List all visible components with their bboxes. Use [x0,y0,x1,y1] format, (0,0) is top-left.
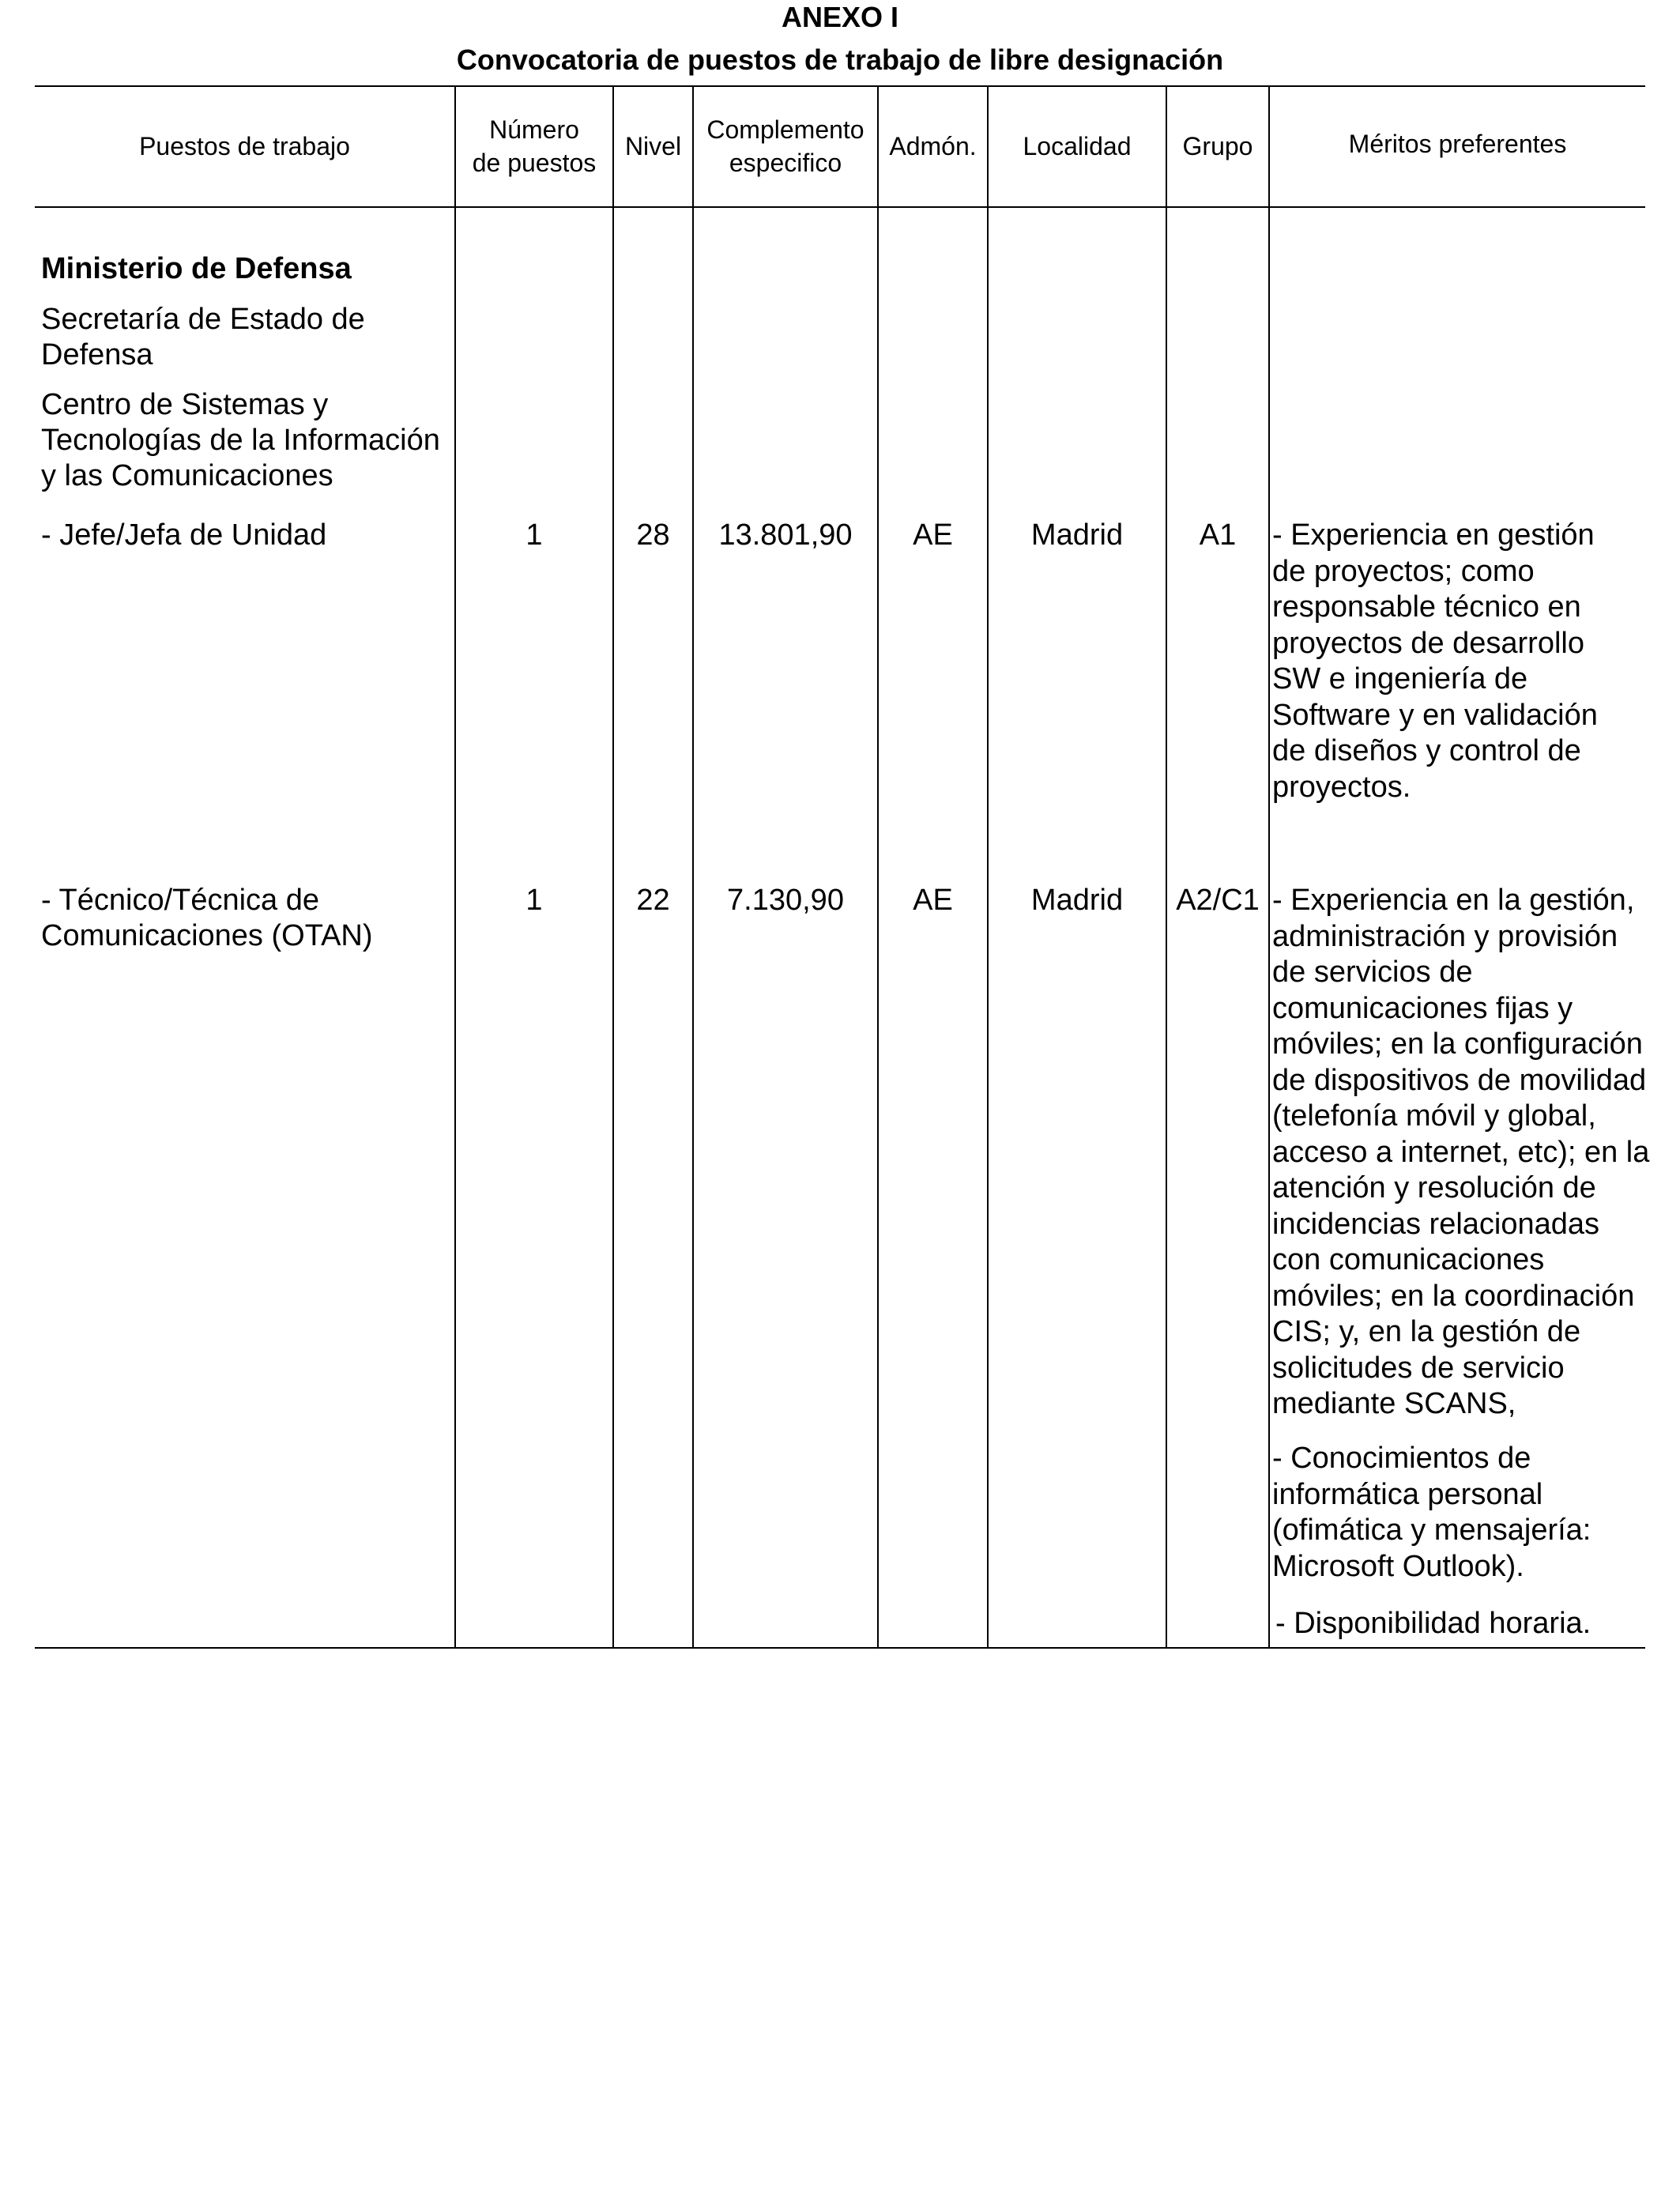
table-bottom-rule [35,1647,1645,1649]
table-row-1-localidad: Madrid [1030,518,1124,552]
column-divider [454,85,456,1649]
column-header-complemento: Complemento especifico [706,115,864,177]
table-row-2-nivel: 22 [636,884,670,917]
column-header-grupo: Grupo [1182,132,1253,160]
column-header-nivel: Nivel [624,132,682,160]
table-row-1-grupo: A1 [1199,518,1237,552]
column-divider [1166,85,1167,1649]
column-divider [1268,85,1270,1649]
ministry-name: Ministerio de Defensa [41,252,352,285]
table-row-1-puesto: - Jefe/Jefa de Unidad [41,518,327,552]
column-divider [612,85,614,1649]
table-row-1-merit: - Experiencia en gestión de proyectos; como responsable técnico en proyectos de desarrollo SW e ingeniería de Software y en validación de diseños y control de proyectos. [1272,518,1598,804]
secretariat-name: Secretaría de Estado de Defensa [41,303,365,371]
annex-heading: ANEXO I [781,1,899,33]
column-divider [987,85,989,1649]
table-row-1-nivel: 28 [636,518,670,552]
document-title: Convocatoria de puestos de trabajo de libre designación [456,43,1224,76]
table-row-1-admon: AE [913,518,953,552]
column-header-numero: Número de puestos [472,115,597,177]
table-row-2-numero: 1 [525,884,543,917]
column-header-puestos: Puestos de trabajo [139,132,350,160]
table-row-2-complemento: 7.130,90 [727,884,844,917]
table-row-2-puesto: - Técnico/Técnica de Comunicaciones (OTAN) [41,884,373,952]
table-row-2-merit-3: - Disponibilidad horaria. [1275,1607,1591,1640]
table-row-2-merit-2: - Conocimientos de informática personal (ofimática y mensajería: Microsoft Outlook). [1272,1442,1591,1583]
table-row-1-complemento: 13.801,90 [718,518,853,552]
table-row-2-merit-1: - Experiencia en la gestión, administración y provisión de servicios de comunicaciones fijas y móviles; en la configuración de dispositivos de movilidad (telefonía móvil y global, acceso a internet, etc); en la atención y resolución de incidencias relacionadas con comunicaciones móviles; en la coordinación CIS; y, en la gestión de solicitudes de servicio mediante SCANS, [1272,884,1650,1420]
column-header-admon: Admón. [889,132,977,160]
column-divider [692,85,694,1649]
table-row-1-numero: 1 [525,518,543,552]
column-header-localidad: Localidad [1023,132,1132,160]
table-row-2-admon: AE [913,884,953,917]
table-row-2-localidad: Madrid [1030,884,1124,917]
center-name: Centro de Sistemas y Tecnologías de la Información y las Comunicaciones [41,388,440,492]
column-header-meritos: Méritos preferentes [1348,130,1567,158]
table-row-2-grupo: A2/C1 [1176,884,1260,917]
column-divider [877,85,879,1649]
